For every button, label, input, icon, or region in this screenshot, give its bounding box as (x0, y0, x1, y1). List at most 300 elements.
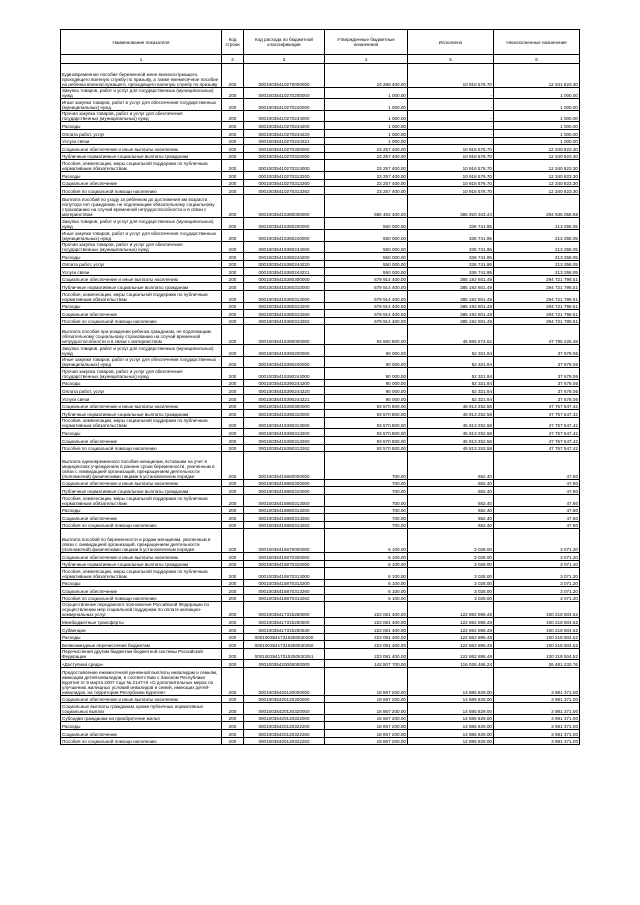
row-unexecuted-cell: 213 258.05 (494, 241, 580, 253)
column-number-row (61, 55, 580, 64)
column-header-executed: Исполнено (408, 30, 494, 55)
row-approved-cell: 90 000.00 (325, 368, 408, 380)
table-row (61, 218, 580, 230)
row-name-cell: Предоставление ежемесячной денежной выплаты инвалидам и семьям, имеющим детей-инвалидов, в соответствии с Законом Республики Бурятия от 9 марта 2007 года № 2147-III «О дополнительных мерах по улучшению жилищных условий инвалидов и семей, имеющих детей-инвалидов, на территории Республики Бурятия» (61, 668, 222, 696)
row-name-cell: Выплата пособий по беременности и родам женщинам, уволенным в связи с ликвидацией организаций, прекращением деятельности (полномочий) физическими лицами в установленном порядке (61, 529, 222, 553)
row-executed-cell: 52 321.94 (408, 356, 494, 368)
row-approved-cell: 1 000.00 (325, 137, 408, 145)
row-unexecuted-cell: 1 000.00 (494, 99, 580, 111)
row-executed-cell: 52 321.94 (408, 368, 494, 380)
table-row (61, 402, 580, 410)
row-approved-cell: 23 257 400.00 (325, 187, 408, 195)
row-line-code-cell: 200 (222, 129, 244, 137)
table-row (61, 302, 580, 310)
table-row (61, 722, 580, 730)
row-kbk-cell: 00010035417315250530250 (244, 641, 325, 649)
table-row (61, 436, 580, 444)
row-line-code-cell: 200 (222, 594, 244, 602)
table-row (61, 356, 580, 368)
table-row (61, 291, 580, 303)
table-row (61, 152, 580, 160)
row-kbk-cell: 00010035415380200000 (244, 218, 325, 230)
row-kbk-cell: 00010035420120300000 (244, 695, 325, 703)
row-approved-cell: 1 000.00 (325, 129, 408, 137)
row-unexecuted-cell: 1 000.00 (494, 122, 580, 130)
row-approved-cell: 550 000.00 (325, 229, 408, 241)
row-kbk-cell: 00010035415870300000 (244, 552, 325, 560)
row-executed-cell: 652.40 (408, 521, 494, 529)
row-executed-cell: 14 885 829.00 (408, 730, 494, 738)
row-line-code-cell: 200 (222, 714, 244, 722)
row-name-cell: Безвозмездные перечисления бюджетам (61, 641, 222, 649)
row-line-code-cell: 200 (222, 479, 244, 487)
row-executed-cell: 14 885 829.00 (408, 668, 494, 696)
row-kbk-cell: 00010035415390244200 (244, 379, 325, 387)
row-line-code-cell: 200 (222, 64, 244, 88)
row-unexecuted-cell: 37 678.06 (494, 368, 580, 380)
row-executed-cell: - (408, 87, 494, 99)
row-line-code-cell: 200 (222, 648, 244, 660)
row-unexecuted-cell: 3 071.20 (494, 529, 580, 553)
row-unexecuted-cell: 47 757 547.42 (494, 410, 580, 418)
row-kbk-cell: 00010035417315250530 (244, 626, 325, 634)
row-executed-cell: 3 028.00 (408, 579, 494, 587)
row-kbk-cell: 00010035415380244220 (244, 260, 325, 268)
row-unexecuted-cell: 294 721 798.51 (494, 302, 580, 310)
row-name-cell: Социальное обеспечение (61, 730, 222, 738)
row-kbk-cell: 00010035410270300000 (244, 145, 325, 153)
row-approved-cell: 6 100.00 (325, 587, 408, 595)
table-row (61, 417, 580, 429)
row-executed-cell: 336 741.95 (408, 268, 494, 276)
row-unexecuted-cell: 37 678.06 (494, 387, 580, 395)
table-row (61, 602, 580, 618)
row-name-cell: Расходы (61, 379, 222, 387)
row-kbk-cell: 00010035410270200000 (244, 87, 325, 99)
row-line-code-cell: 200 (222, 568, 244, 580)
row-unexecuted-cell: 3 981 371.00 (494, 730, 580, 738)
table-row (61, 310, 580, 318)
row-unexecuted-cell: 213 258.05 (494, 218, 580, 230)
row-name-cell: Осуществление переданного полномочия Российской Федерации по осуществлению мер социальной поддержки по оплате жилищно-коммунальных услуг (61, 602, 222, 618)
row-approved-cell: 223 081 400.00 (325, 641, 408, 649)
row-kbk-cell: 00010035415390244220 (244, 387, 325, 395)
row-line-code-cell: 200 (222, 275, 244, 283)
row-kbk-cell: 00010035415380240000 (244, 229, 325, 241)
row-executed-cell: 52 321.94 (408, 379, 494, 387)
row-line-code-cell: 200 (222, 695, 244, 703)
row-line-code-cell: 200 (222, 241, 244, 253)
row-approved-cell: 6 100.00 (325, 579, 408, 587)
row-line-code-cell: 200 (222, 730, 244, 738)
row-line-code-cell: 200 (222, 302, 244, 310)
row-approved-cell: 18 867 200.00 (325, 703, 408, 715)
row-line-code-cell: 200 (222, 283, 244, 291)
column-number: 5 (408, 55, 494, 64)
table-row (61, 579, 580, 587)
row-approved-cell: 90 000.00 (325, 345, 408, 357)
row-name-cell: Закупка товаров, работ и услуг для государственных (муниципальных) нужд (61, 218, 222, 230)
row-executed-cell: 14 885 829.00 (408, 722, 494, 730)
row-name-cell: Пособия по социальной помощи населению (61, 594, 222, 602)
row-name-cell: Закупка товаров, работ и услуг для государственных (муниципальных) нужд (61, 87, 222, 99)
row-approved-cell: 679 914 400.00 (325, 291, 408, 303)
row-line-code-cell: 200 (222, 368, 244, 380)
table-row (61, 87, 580, 99)
row-executed-cell: 385 192 601.49 (408, 302, 494, 310)
row-kbk-cell: 00010035420000000000 (244, 660, 325, 668)
row-unexecuted-cell: 12 341 823.30 (494, 64, 580, 88)
table-row (61, 506, 580, 514)
row-kbk-cell: 00010035415380244221 (244, 268, 325, 276)
row-unexecuted-cell: 37 678.06 (494, 345, 580, 357)
row-approved-cell: 679 914 400.00 (325, 310, 408, 318)
row-kbk-cell: 00010035410270313260 (244, 179, 325, 187)
row-line-code-cell: 200 (222, 618, 244, 626)
row-unexecuted-cell: 3 071.20 (494, 560, 580, 568)
table-row (61, 560, 580, 568)
row-line-code-cell: 200 (222, 145, 244, 153)
row-name-cell: Социальное обеспечение (61, 310, 222, 318)
row-approved-cell: 679 914 400.00 (325, 302, 408, 310)
row-line-code-cell: 200 (222, 402, 244, 410)
table-row (61, 387, 580, 395)
row-name-cell: Пособия, компенсации, меры социальной поддержки по публичным нормативным обязательствам (61, 417, 222, 429)
table-row (61, 99, 580, 111)
row-approved-cell: 700.00 (325, 487, 408, 495)
row-kbk-cell: 00010035410270244000 (244, 110, 325, 122)
row-approved-cell: 6 100.00 (325, 560, 408, 568)
row-executed-cell: 122 862 895.48 (408, 633, 494, 641)
row-executed-cell: 385 192 601.49 (408, 283, 494, 291)
column-header-approved: Утвержденные бюджетные назначения (325, 30, 408, 55)
row-name-cell: Расходы (61, 122, 222, 130)
row-approved-cell: 1 000.00 (325, 122, 408, 130)
row-kbk-cell: 00010035410270313262 (244, 187, 325, 195)
row-approved-cell: 23 257 400.00 (325, 179, 408, 187)
row-executed-cell: 652.40 (408, 479, 494, 487)
row-approved-cell: 93 570 800.00 (325, 444, 408, 452)
row-executed-cell: 652.40 (408, 494, 494, 506)
row-kbk-cell: 00010035417315250530251 (244, 648, 325, 660)
row-name-cell: Социальное обеспечение и иные выплаты населению (61, 275, 222, 283)
row-line-code-cell: 200 (222, 387, 244, 395)
row-unexecuted-cell: 100 218 504.52 (494, 648, 580, 660)
row-line-code-cell: 200 (222, 521, 244, 529)
row-name-cell: Перечисления другим бюджетам бюджетной системы Российской Федерации (61, 648, 222, 660)
row-line-code-cell: 200 (222, 452, 244, 480)
row-approved-cell: 680 464 400.00 (325, 194, 408, 218)
row-kbk-cell: 00010035415380000000 (244, 194, 325, 218)
table-row (61, 253, 580, 261)
row-kbk-cell: 00010035415870000000 (244, 529, 325, 553)
row-unexecuted-cell: 47 757 547.42 (494, 444, 580, 452)
row-kbk-cell: 00010035415390000000 (244, 325, 325, 345)
row-executed-cell: 336 741.95 (408, 229, 494, 241)
row-unexecuted-cell: 12 340 823.30 (494, 187, 580, 195)
row-kbk-cell: 00010035410270310000 (244, 152, 325, 160)
row-unexecuted-cell: 294 935 056.58 (494, 194, 580, 218)
row-executed-cell: 52 321.94 (408, 345, 494, 357)
table-row (61, 494, 580, 506)
table-row (61, 122, 580, 130)
row-unexecuted-cell: 100 218 504.52 (494, 602, 580, 618)
row-kbk-cell: 00010035415390313260 (244, 436, 325, 444)
table-row (61, 145, 580, 153)
row-line-code-cell: 200 (222, 660, 244, 668)
row-executed-cell: 10 916 576.70 (408, 187, 494, 195)
row-kbk-cell: 00010035415390244000 (244, 368, 325, 380)
row-unexecuted-cell: 1 000.00 (494, 137, 580, 145)
row-line-code-cell: 200 (222, 703, 244, 715)
row-unexecuted-cell: 47 795 225.48 (494, 325, 580, 345)
row-approved-cell: 550 000.00 (325, 253, 408, 261)
row-approved-cell: 550 000.00 (325, 218, 408, 230)
table-row (61, 275, 580, 283)
row-line-code-cell: 200 (222, 641, 244, 649)
row-name-cell: Прочая закупка товаров, работ и услуг для обеспечения государственных (муниципальных) нужд (61, 241, 222, 253)
row-line-code-cell: 200 (222, 179, 244, 187)
row-kbk-cell: 00010035410270244200 (244, 122, 325, 130)
table-row (61, 730, 580, 738)
row-kbk-cell: 00010035410270244221 (244, 137, 325, 145)
table-row (61, 703, 580, 715)
table-row (61, 479, 580, 487)
row-approved-cell: 550 000.00 (325, 260, 408, 268)
expenditure-table (60, 29, 580, 745)
row-line-code-cell: 200 (222, 122, 244, 130)
row-unexecuted-cell: 47 757 547.42 (494, 429, 580, 437)
row-executed-cell: 336 741.95 (408, 260, 494, 268)
row-kbk-cell: 00010035410270313000 (244, 160, 325, 172)
row-approved-cell: 93 570 800.00 (325, 410, 408, 418)
row-unexecuted-cell: 100 218 504.52 (494, 641, 580, 649)
row-name-cell: Иные закупки товаров, работ и услуг для обеспечения государственных (муниципальных) нужд (61, 99, 222, 111)
row-approved-cell: 700.00 (325, 506, 408, 514)
table-row (61, 660, 580, 668)
row-unexecuted-cell: 47.60 (494, 506, 580, 514)
row-unexecuted-cell: 213 258.05 (494, 253, 580, 261)
row-executed-cell: 652.40 (408, 487, 494, 495)
row-executed-cell: 3 028.00 (408, 529, 494, 553)
row-name-cell: Оплата работ, услуг (61, 387, 222, 395)
row-executed-cell: 45 813 252.58 (408, 402, 494, 410)
row-unexecuted-cell: 3 981 371.00 (494, 703, 580, 715)
row-line-code-cell: 200 (222, 137, 244, 145)
table-row (61, 241, 580, 253)
row-approved-cell: 90 000.00 (325, 387, 408, 395)
row-kbk-cell: 00010035420120322200 (244, 722, 325, 730)
row-line-code-cell: 200 (222, 444, 244, 452)
row-name-cell: Расходы (61, 579, 222, 587)
row-unexecuted-cell: 12 340 823.30 (494, 145, 580, 153)
row-unexecuted-cell: 213 258.05 (494, 268, 580, 276)
row-approved-cell: 23 257 400.00 (325, 160, 408, 172)
row-line-code-cell: 200 (222, 194, 244, 218)
row-kbk-cell: 00010035410270244220 (244, 129, 325, 137)
row-name-cell: Субвенции (61, 626, 222, 634)
row-unexecuted-cell: 3 071.20 (494, 579, 580, 587)
row-kbk-cell: 00010035415380244200 (244, 253, 325, 261)
row-name-cell: Прочая закупка товаров, работ и услуг для обеспечения государственных (муниципальных) нужд (61, 110, 222, 122)
row-line-code-cell: 200 (222, 187, 244, 195)
table-row (61, 379, 580, 387)
row-unexecuted-cell: 47.60 (494, 479, 580, 487)
row-unexecuted-cell: 100 218 504.52 (494, 626, 580, 634)
row-unexecuted-cell: 47 757 547.42 (494, 436, 580, 444)
row-line-code-cell: 200 (222, 291, 244, 303)
row-kbk-cell: 00010035415390310000 (244, 410, 325, 418)
row-kbk-cell: 00010035415380313200 (244, 302, 325, 310)
table-row (61, 410, 580, 418)
row-kbk-cell: 00010035417315250000 (244, 602, 325, 618)
row-name-cell: Расходы (61, 171, 222, 179)
row-name-cell: Социальное обеспечение и иные выплаты населению (61, 145, 222, 153)
row-name-cell: Расходы (61, 506, 222, 514)
column-header-line-code: Код строки (222, 30, 244, 55)
row-executed-cell: 10 916 576.70 (408, 152, 494, 160)
row-executed-cell: 3 028.00 (408, 594, 494, 602)
row-line-code-cell: 200 (222, 253, 244, 261)
table-row (61, 345, 580, 357)
row-line-code-cell: 200 (222, 722, 244, 730)
row-kbk-cell: 00010035410270313200 (244, 171, 325, 179)
row-kbk-cell: 00010035415860313260 (244, 514, 325, 522)
row-executed-cell: 385 192 601.49 (408, 317, 494, 325)
row-kbk-cell: 00010035415390240000 (244, 356, 325, 368)
row-executed-cell: 385 192 601.49 (408, 275, 494, 283)
row-kbk-cell: 00010035420120322260 (244, 730, 325, 738)
row-kbk-cell: 00010035415870313262 (244, 594, 325, 602)
row-unexecuted-cell: 26 481 233.76 (494, 660, 580, 668)
row-approved-cell: 6 100.00 (325, 529, 408, 553)
row-executed-cell: 652.40 (408, 514, 494, 522)
table-row (61, 641, 580, 649)
row-name-cell: Межбюджетные трансферты (61, 618, 222, 626)
row-name-cell: Расходы (61, 722, 222, 730)
row-name-cell: Публичные нормативные социальные выплаты гражданам (61, 560, 222, 568)
row-kbk-cell: 00010035415870313200 (244, 579, 325, 587)
row-executed-cell: 45 813 252.58 (408, 436, 494, 444)
column-number: 4 (325, 55, 408, 64)
row-line-code-cell: 200 (222, 229, 244, 241)
row-executed-cell: 3 028.00 (408, 568, 494, 580)
row-unexecuted-cell: 3 981 371.00 (494, 737, 580, 745)
row-executed-cell: - (408, 129, 494, 137)
row-executed-cell: 14 885 829.00 (408, 737, 494, 745)
row-name-cell: Расходы (61, 429, 222, 437)
row-unexecuted-cell: 3 981 371.00 (494, 722, 580, 730)
table-row (61, 668, 580, 696)
row-unexecuted-cell: 213 258.05 (494, 260, 580, 268)
row-kbk-cell: 00010035415860310000 (244, 487, 325, 495)
row-executed-cell: 45 813 252.58 (408, 444, 494, 452)
row-unexecuted-cell: 3 071.20 (494, 587, 580, 595)
row-unexecuted-cell: 47.60 (494, 487, 580, 495)
table-row (61, 587, 580, 595)
row-executed-cell: 52 321.94 (408, 395, 494, 403)
row-line-code-cell: 200 (222, 99, 244, 111)
table-row (61, 618, 580, 626)
column-header-kbk: Код расхода по бюджетной классификации (244, 30, 325, 55)
table-row (61, 110, 580, 122)
table-row (61, 325, 580, 345)
row-approved-cell: 700.00 (325, 452, 408, 480)
row-approved-cell: 1 000.00 (325, 99, 408, 111)
row-name-cell: Расходы (61, 253, 222, 261)
row-name-cell: Услуги связи (61, 268, 222, 276)
row-unexecuted-cell: 213 258.05 (494, 229, 580, 241)
table-row (61, 129, 580, 137)
row-line-code-cell: 200 (222, 529, 244, 553)
row-line-code-cell: 200 (222, 494, 244, 506)
row-executed-cell: 336 741.95 (408, 218, 494, 230)
row-kbk-cell: 00010035415390200000 (244, 345, 325, 357)
row-approved-cell: 18 867 200.00 (325, 730, 408, 738)
table-row (61, 633, 580, 641)
row-executed-cell: 10 916 576.70 (408, 145, 494, 153)
row-executed-cell: 14 885 829.00 (408, 703, 494, 715)
table-row (61, 229, 580, 241)
row-kbk-cell: 00010035415860313262 (244, 521, 325, 529)
row-kbk-cell: 00010035415390313262 (244, 444, 325, 452)
row-line-code-cell: 200 (222, 579, 244, 587)
row-name-cell: Оплата работ, услуг (61, 129, 222, 137)
row-name-cell: Социальное обеспечение и иные выплаты населению (61, 552, 222, 560)
row-unexecuted-cell: 294 721 798.51 (494, 275, 580, 283)
row-executed-cell: 122 862 895.48 (408, 602, 494, 618)
row-line-code-cell: 200 (222, 514, 244, 522)
row-executed-cell: 385 192 601.49 (408, 291, 494, 303)
table-row (61, 487, 580, 495)
row-name-cell: Социальное обеспечение и иные выплаты населению (61, 695, 222, 703)
row-approved-cell: 1 000.00 (325, 87, 408, 99)
row-name-cell: Расходы (61, 302, 222, 310)
row-kbk-cell: 00010035415390244221 (244, 395, 325, 403)
row-executed-cell: 3 028.00 (408, 552, 494, 560)
row-line-code-cell: 200 (222, 310, 244, 318)
row-approved-cell: 18 867 200.00 (325, 737, 408, 745)
table-row (61, 187, 580, 195)
row-name-cell: Социальное обеспечение (61, 587, 222, 595)
row-approved-cell: 18 867 200.00 (325, 695, 408, 703)
table-row (61, 429, 580, 437)
row-kbk-cell: 00010035410270000000 (244, 64, 325, 88)
row-kbk-cell: 00010035415380310000 (244, 283, 325, 291)
row-unexecuted-cell: 294 721 798.51 (494, 283, 580, 291)
row-name-cell: Оплата работ, услуг (61, 260, 222, 268)
row-unexecuted-cell: 100 218 504.52 (494, 633, 580, 641)
column-header-unexecuted: Неисполненные назначения (494, 30, 580, 55)
table-row (61, 179, 580, 187)
row-kbk-cell: 00010035420120000000 (244, 668, 325, 696)
table-row (61, 444, 580, 452)
row-line-code-cell: 200 (222, 110, 244, 122)
row-executed-cell: 385 192 601.49 (408, 310, 494, 318)
row-kbk-cell: 00010035415380300000 (244, 275, 325, 283)
row-unexecuted-cell: 12 340 823.30 (494, 179, 580, 187)
row-unexecuted-cell: 3 071.20 (494, 594, 580, 602)
row-executed-cell: 14 885 829.00 (408, 695, 494, 703)
row-executed-cell: 10 916 576.70 (408, 171, 494, 179)
row-line-code-cell: 200 (222, 429, 244, 437)
row-line-code-cell: 200 (222, 160, 244, 172)
row-approved-cell: 700.00 (325, 521, 408, 529)
row-approved-cell: 223 081 400.00 (325, 602, 408, 618)
row-name-cell: Социальное обеспечение (61, 514, 222, 522)
row-approved-cell: 223 081 400.00 (325, 648, 408, 660)
row-unexecuted-cell: 47.60 (494, 521, 580, 529)
